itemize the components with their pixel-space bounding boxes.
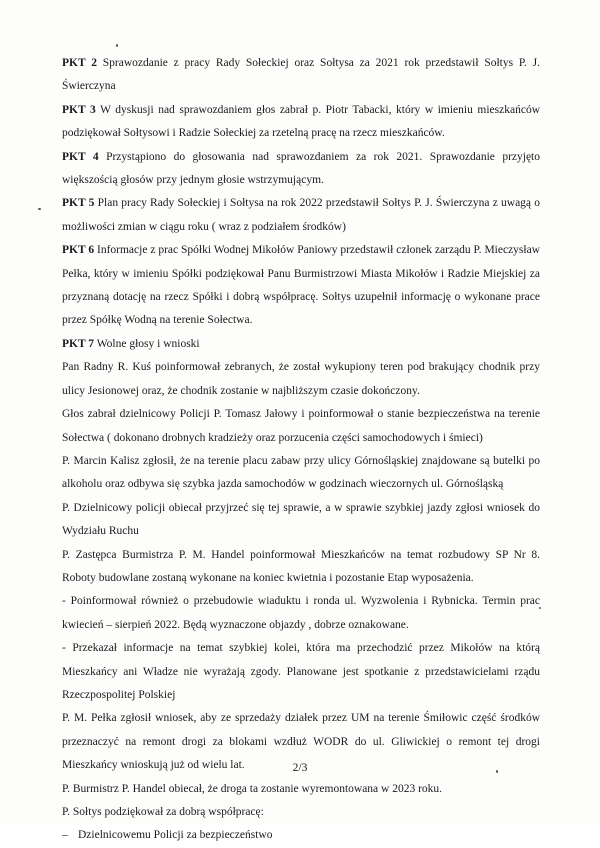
kalisz-paragraph: P. Marcin Kalisz zgłosił, że na terenie placu zabaw przy ulicy Górnośląskiej znajdowane są butelki po alkoholu oraz odbywa się szybka jazda samochodów w godzinach wieczornych ul. Górnośląską: [62, 454, 540, 491]
pkt3-paragraph: [62, 99, 540, 146]
zastepca-burmistrza-paragraph: P. Zastępca Burmistrza P. M. Handel poinformował Mieszkańców na temat rozbudowy SP Nr 8. Roboty budowlane zostaną wykonane na koniec kwietnia i pozostanie Etap wyposażenia.: [62, 548, 540, 584]
pkt6-label: PKT 6: [62, 244, 95, 257]
pkt6-text: Informacje z prac Spółki Wodnej Mikołów Paniowy przedstawił członek zarządu P. Mieczysław Pełka, który w imieniu Spółki podziękował Panu Burmistrzowi Miasta Mikołów i Radzie Miejskiej za przyznaną dotację na rzecz Spółki i dobrą współpracę. Sołtys uzupełnił informację o wykonane prace przez Spółkę Wodną na terenie Sołectwa.: [62, 244, 541, 327]
pkt5-label: PKT 5: [62, 197, 95, 210]
pelka-wniosek-paragraph: P. M. Pełka zgłosił wniosek, aby ze sprzedaży działek przez UM na terenie Śmiłowic część środków przeznaczyć na remont drogi za blokami wzdłuż WODR do ul. Gliwickiej o remont tej drogi Mieszkańcy wnioskują już od wielu lat.: [62, 712, 540, 772]
scan-speck: [38, 208, 41, 210]
pkt7-text: Wolne głosy i wnioski: [94, 337, 200, 350]
kolej-paragraph: - Przekazał informacje na temat szybkiej kolei, która ma przechodzić przez Mikołów na którą Mieszkańcy ani Władze nie wyrażają zgody. Planowane jest spotkanie z przedstawicielami rządu Rzeczpospolitej Polskiej: [62, 642, 540, 701]
burmistrz-paragraph: P. Burmistrz P. Handel obiecał, że droga ta zostanie wyremontowana w 2023 roku.: [62, 782, 443, 795]
list-item-text: Dzielnicowemu Policji za bezpieczeństwo: [78, 829, 273, 842]
pkt2-text: Sprawozdanie z pracy Rady Sołeckiej oraz Sołtysa za 2021 rok przedstawił Sołtys P. J. Świerczyna: [62, 57, 540, 93]
pkt4-paragraph: [62, 146, 540, 193]
pkt3-label: PKT 3: [62, 103, 96, 116]
pkt2-paragraph: [62, 52, 540, 99]
pkt7-label: PKT 7: [62, 337, 95, 350]
scan-speck: [496, 770, 498, 773]
radny-kus-paragraph: Pan Radny R. Kuś poinformował zebranych, że został wykupiony teren pod brakujący chodnik przy ulicy Jesionowej oraz, że chodnik zostanie w najbliższym czasie dokończony.: [62, 361, 540, 397]
dzielnicowy-response-paragraph: P. Dzielnicowy policji obiecał przyjrzeć się tej sprawie, a w sprawie szybkiej jazdy zgłosi wniosek do Wydziału Ruchu: [62, 501, 540, 538]
pkt7-paragraph: [62, 333, 540, 356]
pkt5-paragraph: [62, 192, 540, 239]
scan-speck: [116, 44, 118, 47]
document-body: [62, 52, 540, 848]
wiadukt-paragraph: - Poinformował również o przebudowie wiaduktu i ronda ul. Wyzwolenia i Rybnicka. Termin prac kwiecień – sierpień 2022. Będą wyznaczone objazdy , dobrze oznakowane.: [62, 595, 540, 631]
pkt2-label: PKT 2: [62, 57, 97, 69]
list-item: [62, 824, 540, 847]
pkt3-text: W dyskusji nad sprawozdaniem głos zabrał p. Piotr Tabacki, który w imieniu mieszkańców podziękował Sołtysowi i Radzie Sołeckiej za rzetelną pracę na rzecz mieszkańców.: [62, 103, 541, 140]
dzielnicowy-paragraph: Głos zabrał dzielnicowy Policji P. Tomasz Jałowy i poinformował o stanie bezpieczeństwa na terenie Sołectwa ( dokonano drobnych kradzieży oraz porzucenia części samochodowych i śmieci): [62, 408, 540, 444]
page-number: 2/3: [292, 762, 308, 774]
pkt6-paragraph: [62, 239, 540, 333]
pkt4-text: Przystąpiono do głosowania nad sprawozdaniem za rok 2021. Sprawozdanie przyjęto większością głosów przy jednym głosie wstrzymującym.: [62, 150, 541, 187]
scan-speck: [539, 607, 541, 609]
pkt4-label: PKT 4: [62, 150, 99, 163]
dash-bullet: –: [62, 829, 68, 842]
soltys-thanks-paragraph: P. Sołtys podziękował za dobrą współpracę:: [62, 806, 264, 818]
pkt5-text: Plan pracy Rady Sołeckiej i Sołtysa na rok 2022 przedstawił Sołtys P. J. Świerczyna z uwagą o możliwości zmian w ciągu roku ( wraz z podziałem środków): [62, 197, 541, 233]
